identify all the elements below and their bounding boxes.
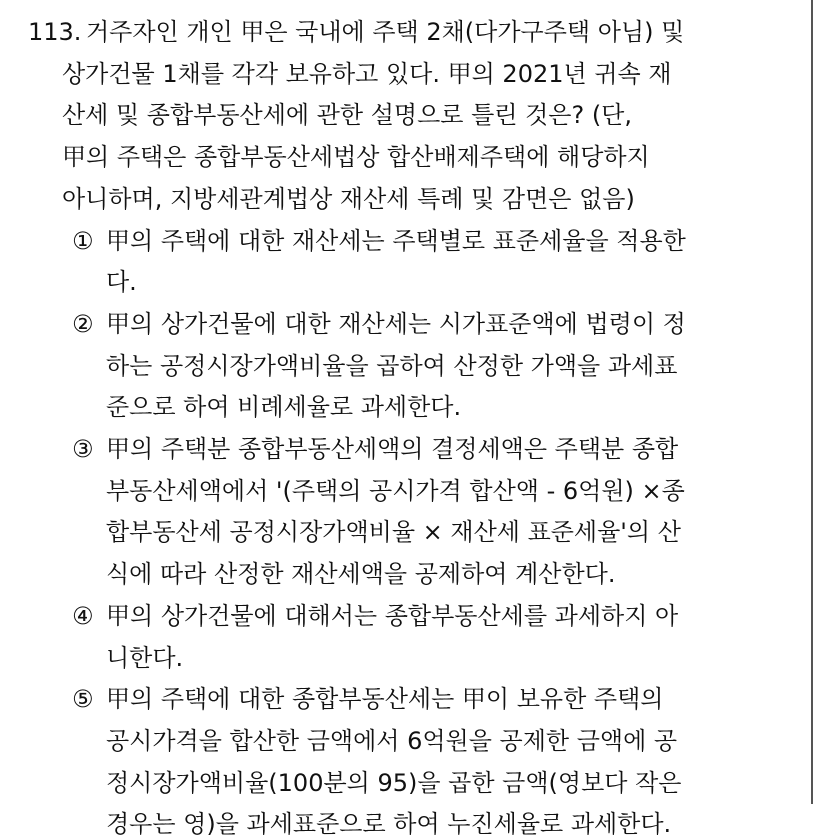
option-2-text-line: 준으로 하여 비례세율로 과세한다. — [106, 393, 462, 422]
option-3-text-line: 합부동산세 공정시장가액비율 × 재산세 표준세율'의 산 — [106, 518, 681, 547]
option-5-text-line: 정시장가액비율(100분의 95)을 곱한 금액(영보다 작은 — [106, 768, 682, 797]
question-stem-line: 甲의 주택은 종합부동산세법상 합산배제주택에 해당하지 — [62, 143, 650, 172]
question-number: 113. — [28, 18, 82, 46]
option-marker-3: ③ — [72, 435, 94, 463]
question-stem-line: 아니하며, 지방세관계법상 재산세 특례 및 감면은 없음) — [62, 184, 635, 213]
option-4-text-line: 甲의 상가건물에 대해서는 종합부동산세를 과세하지 아 — [106, 601, 679, 630]
option-marker-4: ④ — [72, 601, 94, 630]
option-1-text-line: 甲의 주택에 대한 재산세는 주택별로 표준세율을 적용한 — [106, 226, 686, 255]
option-3-text-line: 부동산세액에서 '(주택의 공시가격 합산액 - 6억원) ×종 — [106, 476, 685, 505]
question-stem-line: 거주자인 개인 甲은 국내에 주택 2채(다가구주택 아님) 및 — [86, 18, 685, 46]
option-marker-2: ② — [72, 309, 94, 338]
option-4-text-line: 니한다. — [106, 643, 184, 672]
option-marker-5: ⑤ — [72, 685, 94, 714]
option-5-text-line: 甲의 주택에 대한 종합부동산세는 甲이 보유한 주택의 — [106, 685, 664, 714]
option-marker-1: ① — [72, 226, 94, 255]
option-3-text-line: 식에 따라 산정한 재산세액을 공제하여 계산한다. — [106, 560, 616, 589]
option-3-text-line: 甲의 주택분 종합부동산세액의 결정세액은 주택분 종합 — [106, 435, 679, 463]
option-5-text-line: 경우는 영)을 과세표준으로 하여 누진세율로 과세한다. — [106, 810, 672, 839]
question-stem-line: 산세 및 종합부동산세에 관한 설명으로 틀린 것은? (단, — [62, 101, 632, 130]
question-stem-line: 상가건물 1채를 각각 보유하고 있다. 甲의 2021년 귀속 재 — [62, 59, 672, 88]
column-divider — [811, 0, 813, 804]
option-2-text-line: 甲의 상가건물에 대한 재산세는 시가표준액에 법령이 정 — [106, 309, 686, 338]
option-2-text-line: 하는 공정시장가액비율을 곱하여 산정한 가액을 과세표 — [106, 351, 678, 380]
option-1-text-line: 다. — [106, 268, 137, 297]
option-5-text-line: 공시가격을 합산한 금액에서 6억원을 공제한 금액에 공 — [106, 726, 678, 755]
